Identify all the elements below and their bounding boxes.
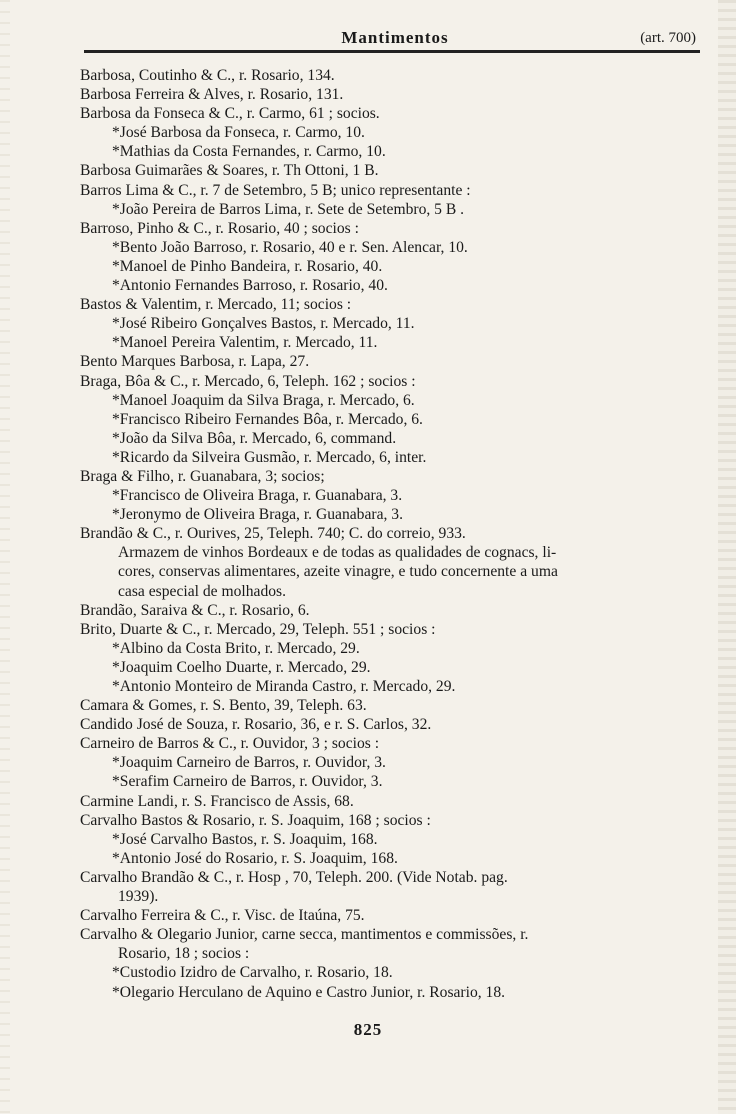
directory-entry: Carmine Landi, r. S. Francisco de Assis, 68. (80, 792, 354, 810)
directory-entry: Braga & Filho, r. Guanabara, 3; socios; (80, 467, 325, 485)
entry-continuation: casa especial de molhados. (118, 582, 286, 600)
directory-entry: Barbosa, Coutinho & C., r. Rosario, 134. (80, 67, 335, 84)
partner-entry: *Manoel Joaquim da Silva Braga, r. Mercado, 6. (112, 391, 415, 409)
directory-entry: Barbosa da Fonseca & C., r. Carmo, 61 ; socios. (80, 105, 380, 123)
directory-entry: Barros Lima & C., r. 7 de Setembro, 5 B; unico representante : (80, 181, 471, 199)
partner-entry: *Ricardo da Silveira Gusmão, r. Mercado, 6, inter. (112, 448, 427, 466)
partner-entry: *José Barbosa da Fonseca, r. Carmo, 10. (112, 124, 365, 142)
directory-entry: Barroso, Pinho & C., r. Rosario, 40 ; socios : (80, 219, 359, 237)
directory-entry: Candido José de Souza, r. Rosario, 36, e r. S. Carlos, 32. (80, 716, 432, 734)
directory-entry: Braga, Bôa & C., r. Mercado, 6, Teleph. 162 ; socios : (80, 372, 416, 390)
partner-entry: *Manoel Pereira Valentim, r. Mercado, 11. (112, 334, 378, 352)
entry-continuation: 1939). (118, 888, 159, 906)
directory-entry: Carvalho Brandão & C., r. Hosp , 70, Teleph. 200. (Vide Notab. pag. (80, 868, 508, 886)
directory-entry: Brandão & C., r. Ourives, 25, Teleph. 740; C. do correio, 933. (80, 525, 466, 543)
entry-continuation: cores, conservas alimentares, azeite vinagre, e tudo concernente a uma (118, 563, 558, 581)
partner-entry: *Joaquim Carneiro de Barros, r. Ouvidor, 3. (112, 754, 386, 772)
partner-entry: *Custodio Izidro de Carvalho, r. Rosario, 18. (112, 964, 393, 982)
directory-entry: Carvalho Ferreira & C., r. Visc. de Itaúna, 75. (80, 907, 365, 925)
directory-entry: Brandão, Saraiva & C., r. Rosario, 6. (80, 601, 310, 619)
partner-entry: *Antonio Fernandes Barroso, r. Rosario, 40. (112, 277, 388, 295)
partner-entry: *Albino da Costa Brito, r. Mercado, 29. (112, 639, 360, 657)
page-title: Mantimentos (341, 28, 449, 47)
partner-entry: *Mathias da Costa Fernandes, r. Carmo, 10. (112, 143, 386, 161)
directory-entries (80, 66, 700, 1002)
partner-entry: *Antonio Monteiro de Miranda Castro, r. Mercado, 29. (112, 678, 456, 695)
page-number: 825 (353, 1020, 383, 1039)
partner-entry: *Manoel de Pinho Bandeira, r. Rosario, 40. (112, 257, 383, 275)
page-edge-right (718, 0, 736, 1114)
partner-entry: *Olegario Herculano de Aquino e Castro Junior, r. Rosario, 18. (112, 983, 506, 1001)
partner-entry: *Bento João Barroso, r. Rosario, 40 e r. Sen. Alencar, 10. (112, 238, 468, 256)
partner-entry: *Joaquim Coelho Duarte, r. Mercado, 29. (112, 658, 371, 676)
directory-entry: Bento Marques Barbosa, r. Lapa, 27. (80, 353, 310, 371)
partner-entry: *Francisco Ribeiro Fernandes Bôa, r. Mercado, 6. (112, 410, 423, 428)
directory-entry: Camara & Gomes, r. S. Bento, 39, Teleph. 63. (80, 697, 367, 715)
directory-entry: Barbosa Ferreira & Alves, r. Rosario, 131. (80, 86, 344, 104)
directory-entry: Carvalho & Olegario Junior, carne secca, mantimentos e commissões, r. (80, 926, 529, 944)
partner-entry: *José Carvalho Bastos, r. S. Joaquim, 168. (112, 830, 378, 848)
partner-entry: *Serafim Carneiro de Barros, r. Ouvidor, 3. (112, 773, 383, 791)
partner-entry: *Francisco de Oliveira Braga, r. Guanabara, 3. (112, 487, 403, 505)
partner-entry: *Antonio José do Rosario, r. S. Joaquim, 168. (112, 849, 398, 867)
partner-entry: *José Ribeiro Gonçalves Bastos, r. Mercado, 11. (112, 315, 415, 333)
page-header (84, 28, 706, 50)
page-edge-left (0, 0, 10, 1114)
partner-entry: *João Pereira de Barros Lima, r. Sete de Setembro, 5 B . (112, 200, 465, 218)
directory-entry: Carvalho Bastos & Rosario, r. S. Joaquim, 168 ; socios : (80, 811, 431, 829)
entry-continuation: Rosario, 18 ; socios : (118, 945, 250, 963)
partner-entry: *Jeronymo de Oliveira Braga, r. Guanabara, 3. (112, 506, 403, 524)
directory-entry: Brito, Duarte & C., r. Mercado, 29, Teleph. 551 ; socios : (80, 620, 436, 638)
directory-entry: Bastos & Valentim, r. Mercado, 11; socios : (80, 296, 352, 314)
header-rule (84, 50, 700, 53)
directory-entry: Carneiro de Barros & C., r. Ouvidor, 3 ; socios : (80, 735, 380, 753)
directory-entry: Barbosa Guimarães & Soares, r. Th Ottoni, 1 B. (80, 162, 379, 180)
partner-entry: *João da Silva Bôa, r. Mercado, 6, command. (112, 429, 397, 447)
article-reference: (art. 700) (640, 30, 696, 46)
entry-continuation: Armazem de vinhos Bordeaux e de todas as qualidades de cognacs, li- (118, 544, 557, 562)
